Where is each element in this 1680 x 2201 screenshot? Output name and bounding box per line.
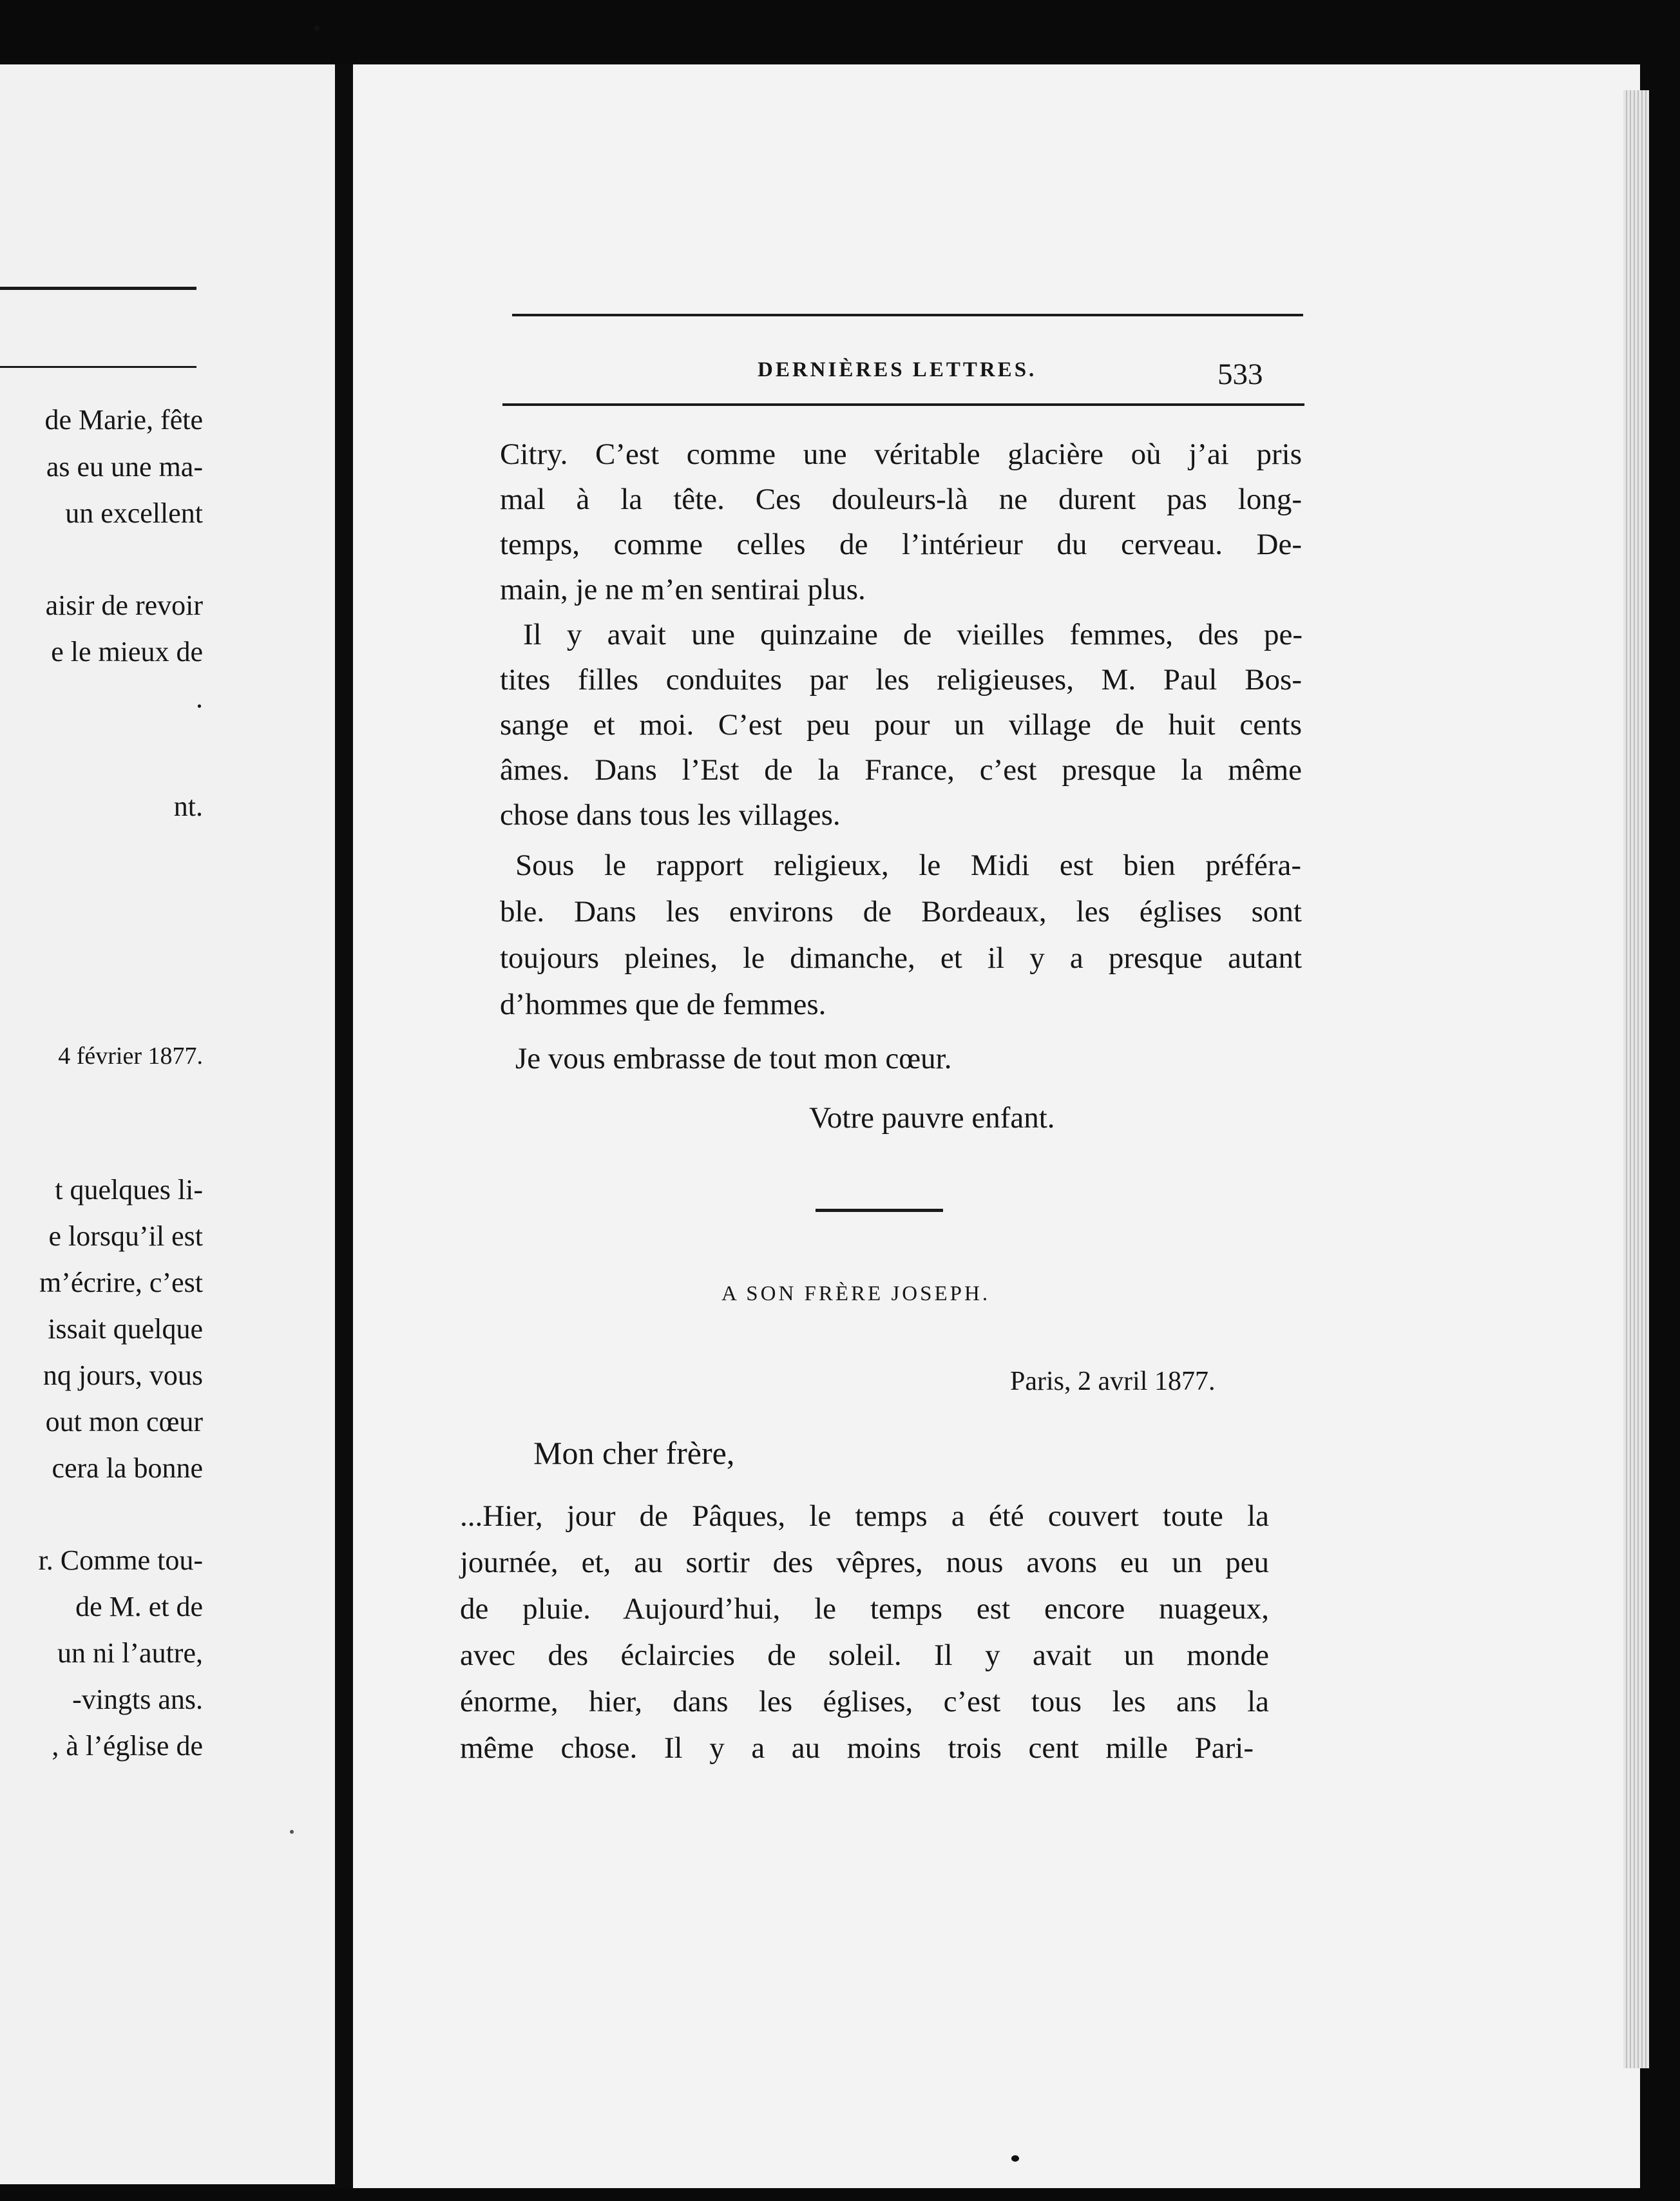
- left-page-line: e le mieux de: [51, 636, 203, 668]
- letter-line: même chose. Il y a au moins trois cent mille Pari-: [460, 1731, 1254, 1765]
- left-page-line: r. Comme tou-: [38, 1544, 203, 1576]
- left-page-line: , à l’église de: [52, 1730, 203, 1762]
- salutation: Mon cher frère,: [533, 1435, 735, 1471]
- body-line: temps, comme celles de l’intérieur du cerveau. De-: [500, 528, 1302, 561]
- body-line: sange et moi. C’est peu pour un village de huit cents: [500, 708, 1302, 742]
- left-page-line: m’écrire, c’est: [39, 1267, 203, 1298]
- page-edges: [1623, 90, 1649, 2068]
- scan-speck: [1011, 2155, 1019, 2162]
- letter-line: ...Hier, jour de Pâques, le temps a été couvert toute la: [460, 1499, 1269, 1533]
- letter-line: énorme, hier, dans les églises, c’est tous les ans la: [460, 1685, 1269, 1718]
- letter-dateline: Paris, 2 avril 1877.: [1010, 1367, 1216, 1396]
- left-page-line: de M. et de: [75, 1591, 203, 1622]
- left-page-line: issait quelque: [48, 1313, 203, 1345]
- left-page-rule: [0, 366, 196, 368]
- left-page-line: un excellent: [65, 497, 203, 529]
- left-page-line: .: [196, 682, 203, 714]
- body-line: ble. Dans les environs de Bordeaux, les églises sont: [500, 895, 1302, 928]
- left-page-line: cera la bonne: [52, 1452, 203, 1484]
- body-line: main, je ne m’en sentirai plus.: [500, 573, 866, 606]
- left-page-line: aisir de revoir: [45, 590, 203, 621]
- left-page-line: out mon cœur: [45, 1406, 203, 1437]
- left-page-line: un ni l’autre,: [57, 1637, 203, 1669]
- left-page-date: 4 février 1877.: [58, 1043, 203, 1070]
- left-page-line: -vingts ans.: [72, 1684, 203, 1715]
- body-line: âmes. Dans l’Est de la France, c’est presque la même: [500, 753, 1302, 787]
- body-line: Sous le rapport religieux, le Midi est bien préféra-: [515, 849, 1301, 882]
- header-rule-top: [512, 314, 1303, 316]
- closing-line: Je vous embrasse de tout mon cœur.: [515, 1042, 952, 1075]
- section-divider: [816, 1209, 943, 1212]
- left-page-line: nt.: [173, 791, 203, 822]
- running-title: DERNIÈRES LETTRES.: [758, 358, 1037, 381]
- left-page-line: t quelques li-: [55, 1174, 203, 1206]
- left-page-line: nq jours, vous: [43, 1360, 203, 1391]
- letter-line: de pluie. Aujourd’hui, le temps est encore nuageux,: [460, 1592, 1269, 1626]
- previous-page: [0, 64, 335, 2184]
- page-number: 533: [1217, 358, 1263, 391]
- book-gutter: [335, 64, 353, 2188]
- body-line: toujours pleines, le dimanche, et il y a presque autant: [500, 941, 1302, 975]
- left-page-rule: [0, 287, 196, 290]
- body-line: Citry. C’est comme une véritable glacière où j’ai pris: [500, 437, 1302, 471]
- scan-speck: [314, 26, 320, 31]
- letter-line: journée, et, au sortir des vêpres, nous avons eu un peu: [460, 1546, 1269, 1579]
- body-line: Il y avait une quinzaine de vieilles femmes, des pe-: [523, 618, 1303, 651]
- header-rule-bottom: [502, 403, 1304, 406]
- body-line: tites filles conduites par les religieuses, M. Paul Bos-: [500, 663, 1302, 697]
- body-line: d’hommes que de femmes.: [500, 988, 826, 1021]
- letter-line: avec des éclaircies de soleil. Il y avait un monde: [460, 1639, 1269, 1672]
- left-page-line: de Marie, fête: [44, 404, 203, 436]
- body-line: chose dans tous les villages.: [500, 798, 841, 832]
- signature: Votre pauvre enfant.: [809, 1101, 1055, 1135]
- body-line: mal à la tête. Ces douleurs-là ne durent pas long-: [500, 483, 1302, 516]
- scan-speck: [290, 1830, 294, 1834]
- left-page-line: as eu une ma-: [46, 451, 203, 483]
- letter-heading: A SON FRÈRE JOSEPH.: [721, 1282, 991, 1305]
- left-page-line: e lorsqu’il est: [48, 1220, 203, 1252]
